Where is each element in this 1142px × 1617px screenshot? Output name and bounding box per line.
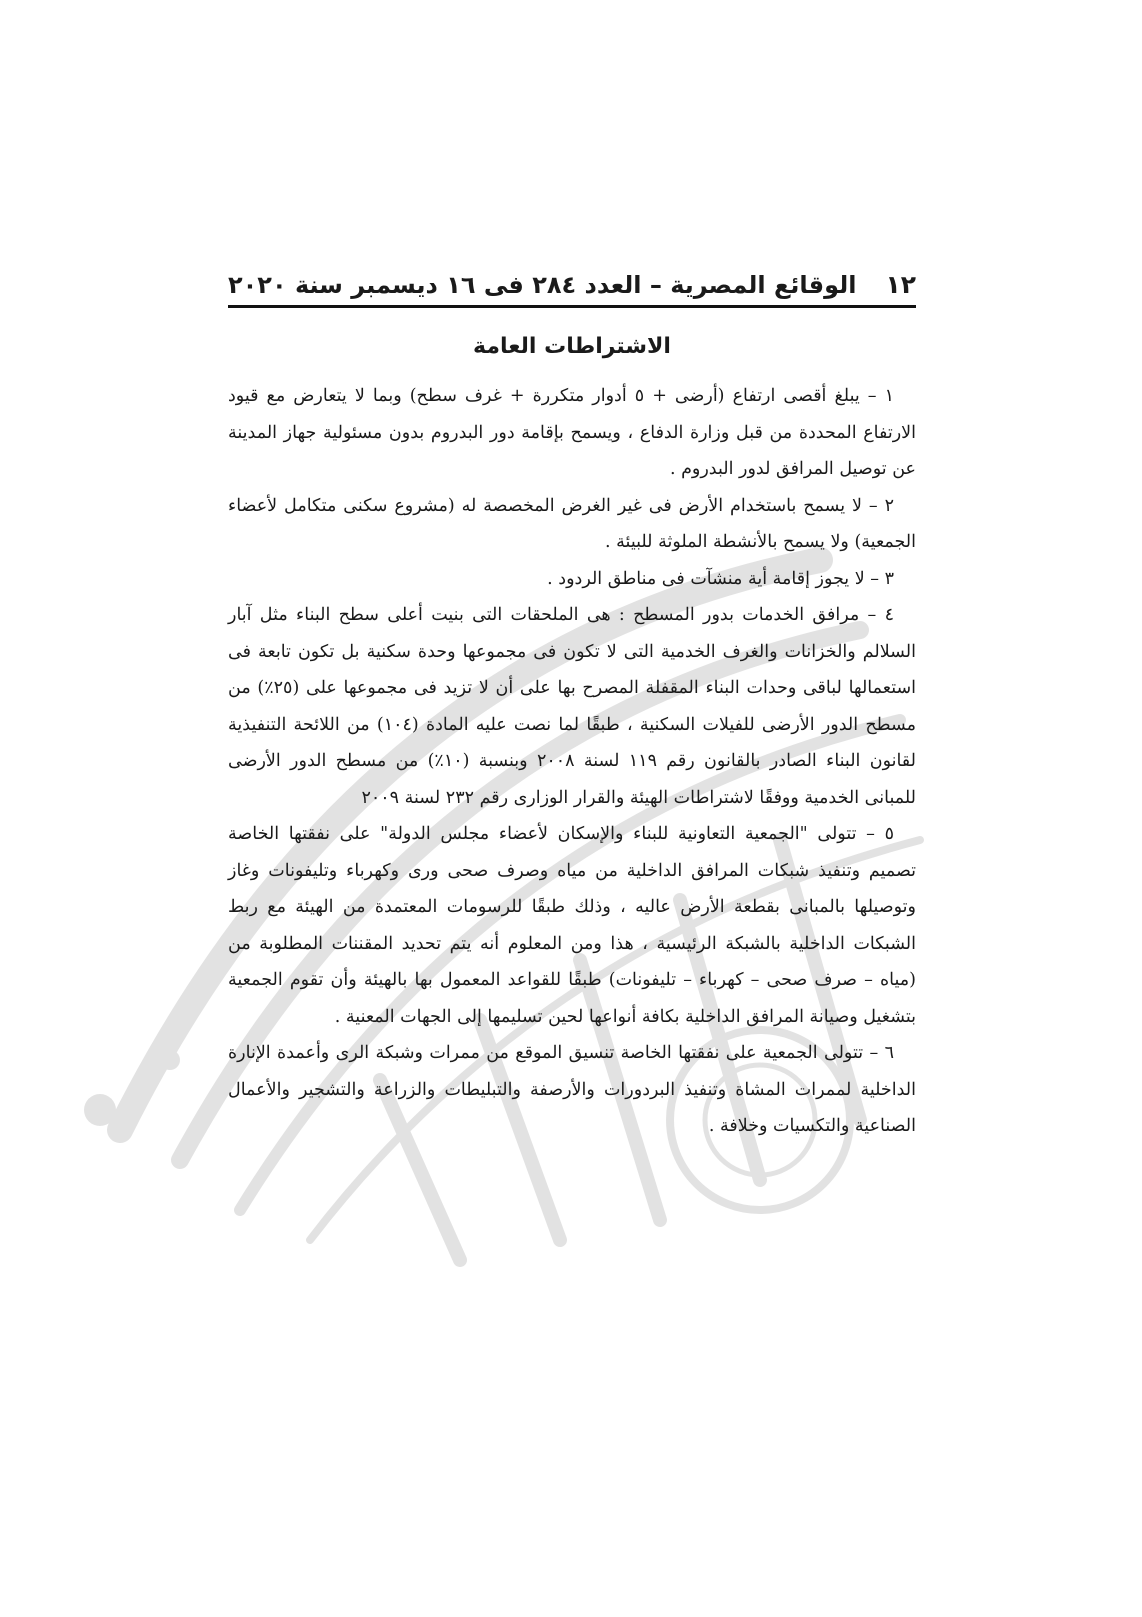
paragraph-3: ٣ – لا يجوز إقامة أية منشآت فى مناطق الردود . xyxy=(547,568,894,589)
paragraph-2: ٢ – لا يسمح باستخدام الأرض فى غير الغرض المخصصة له (مشروع سكنى متكامل لأعضاء الجمعية) ولا يسمح بالأنشطة الملوثة للبيئة . xyxy=(228,495,916,552)
paragraph-6: ٦ – تتولى الجمعية على نفقتها الخاصة تنسيق الموقع من ممرات وشبكة الرى وأعمدة الإنارة الداخلية لممرات المشاة وتنفيذ البردورات والأرصفة والتبليطات والزراعة والتشجير والأعمال الصناعية والتكسيات وخلافة . xyxy=(228,1043,916,1136)
page-number: ١٢ xyxy=(885,270,916,299)
paragraph-5: ٥ – تتولى "الجمعية التعاونية للبناء والإسكان لأعضاء مجلس الدولة" على نفقتها الخاصة تصميم وتنفيذ شبكات المرافق الداخلية من مياه وصرف صحى ورى وكهرباء وتليفونات وغاز وتوصيلها بالمبانى بقطعة الأرض عاليه ، وذلك طبقًا للرسومات المعتمدة من الهيئة مع ربط الشبكات الداخلية بالشبكة الرئيسية ، هذا ومن المعلوم أنه يتم تحديد المقننات المطلوبة من (مياه – صرف صحى – كهرباء – تليفونات) طبقًا للقواعد المعمول بها بالهيئة وأن تقوم الجمعية بتشغيل وصيانة المرافق الداخلية بكافة أنواعها لحين تسليمها إلى الجهات المعنية . xyxy=(228,824,916,1027)
paragraph-1: ١ – يبلغ أقصى ارتفاع (أرضى + ٥ أدوار متكررة + غرف سطح) وبما لا يتعارض مع قيود الارتفاع المحددة من قبل وزارة الدفاع ، ويسمح بإقامة دور البدروم بدون مسئولية جهاز المدينة عن توصيل المرافق لدور البدروم . xyxy=(228,386,916,479)
section-title: الاشتراطات العامة xyxy=(473,334,671,359)
paragraph-4: ٤ – مرافق الخدمات بدور المسطح : هى الملحقات التى بنيت أعلى سطح البناء مثل آبار السلالم والخزانات والغرف الخدمية التى لا تكون فى مجموعها وحدة سكنية بل تكون تابعة فى استعمالها لباقى وحدات البناء المقفلة المصرح بها على أن لا تزيد فى مجموعها على (٢٥٪) من مسطح الدور الأرضى للفيلات السكنية ، طبقًا لما نصت عليه المادة (١٠٤) من اللائحة التنفيذية لقانون البناء الصادر بالقانون رقم ١١٩ لسنة ٢٠٠٨ وبنسبة (١٠٪) من مسطح الدور الأرضى للمبانى الخدمية ووفقًا لاشتراطات الهيئة والقرار الوزارى رقم ٢٣٢ لسنة ٢٠٠٩ xyxy=(228,605,916,808)
gazette-title: الوقائع المصرية – العدد ٢٨٤ فى ١٦ ديسمبر سنة ٢٠٢٠ xyxy=(228,271,857,299)
page-header xyxy=(228,255,916,299)
document-body xyxy=(228,378,916,1145)
header-divider xyxy=(228,305,916,308)
